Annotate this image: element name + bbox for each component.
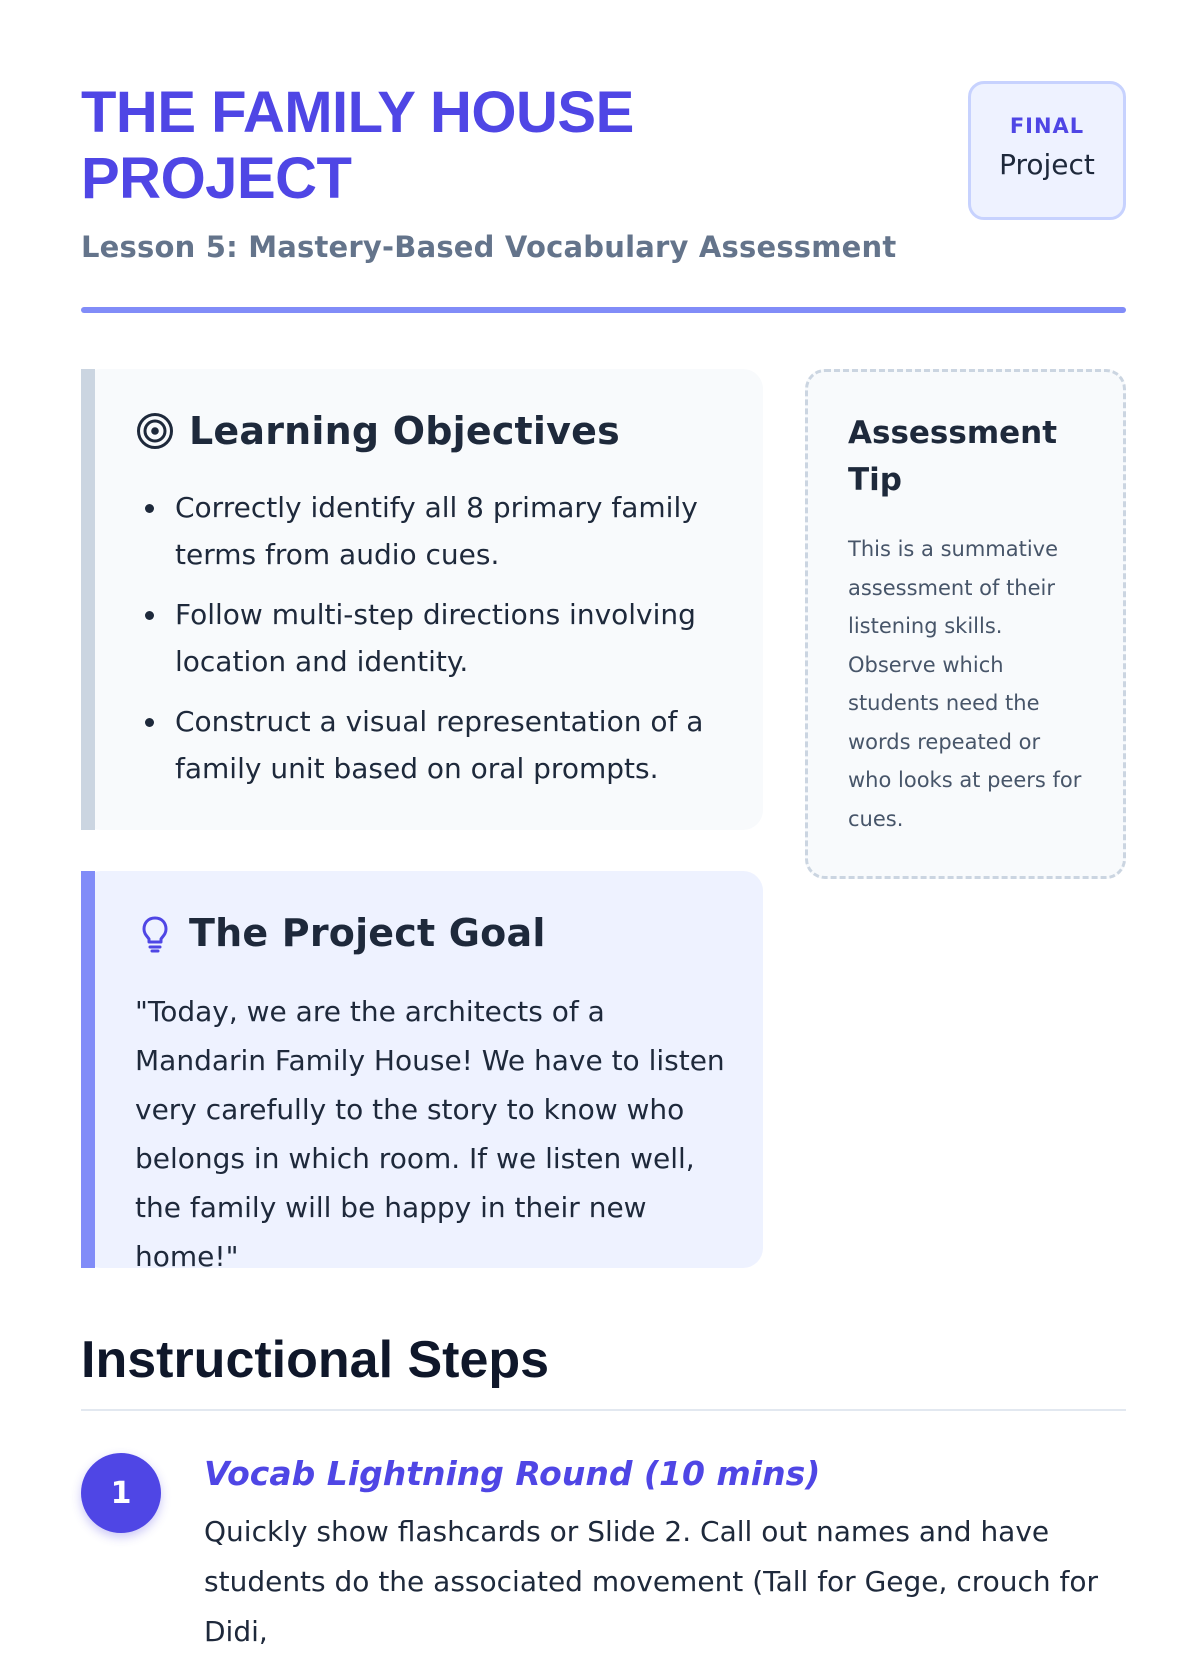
header-divider (81, 307, 1126, 313)
tip-title: Assessment Tip (848, 415, 1058, 498)
section-divider (81, 1409, 1126, 1411)
step-title: Vocab Lightning Round (10 mins) (204, 1454, 821, 1493)
page-header (81, 80, 1126, 264)
badge-kicker: FINAL (1009, 114, 1085, 138)
objectives-title: Learning Objectives (189, 409, 620, 453)
list-item: Correctly identify all 8 primary family terms from audio cues. (135, 484, 735, 578)
goal-quote: "Today, we are the architects of a Mandarin Family House! We have to listen very carefully to the story to know who belongs in which room. If we listen well, the family will be happy in their new home!" (135, 995, 725, 1273)
tip-body: This is a summative assessment of their listening skills. Observe which students need the words repeated or who looks at peers for cues. (848, 537, 1082, 831)
goal-title: The Project Goal (189, 911, 546, 955)
instructional-steps-title: Instructional Steps (81, 1331, 550, 1389)
objectives-list (135, 484, 735, 805)
step-description: Quickly show flashcards or Slide 2. Call out names and have students do the associated movement (Tall for Gege, crouch for Didi, (204, 1515, 1099, 1648)
card-accent-bar (81, 369, 95, 830)
badge-label: Project (999, 148, 1095, 181)
assessment-tip-card (805, 369, 1126, 879)
lightbulb-icon (135, 913, 175, 953)
lesson-subtitle: Lesson 5: Mastery-Based Vocabulary Assessment (81, 230, 897, 264)
list-item: Construct a visual representation of a family unit based on oral prompts. (135, 698, 735, 792)
list-item: Follow multi-step directions involving location and identity. (135, 591, 735, 685)
learning-objectives-card (81, 369, 763, 830)
page-title: THE FAMILY HOUSE PROJECT (81, 80, 634, 211)
card-header (135, 911, 546, 955)
target-icon (135, 411, 175, 451)
card-header (135, 409, 620, 453)
card-accent-bar (81, 871, 95, 1268)
step-number-badge: 1 (81, 1453, 161, 1533)
project-goal-card (81, 871, 763, 1273)
final-project-badge (968, 81, 1126, 220)
